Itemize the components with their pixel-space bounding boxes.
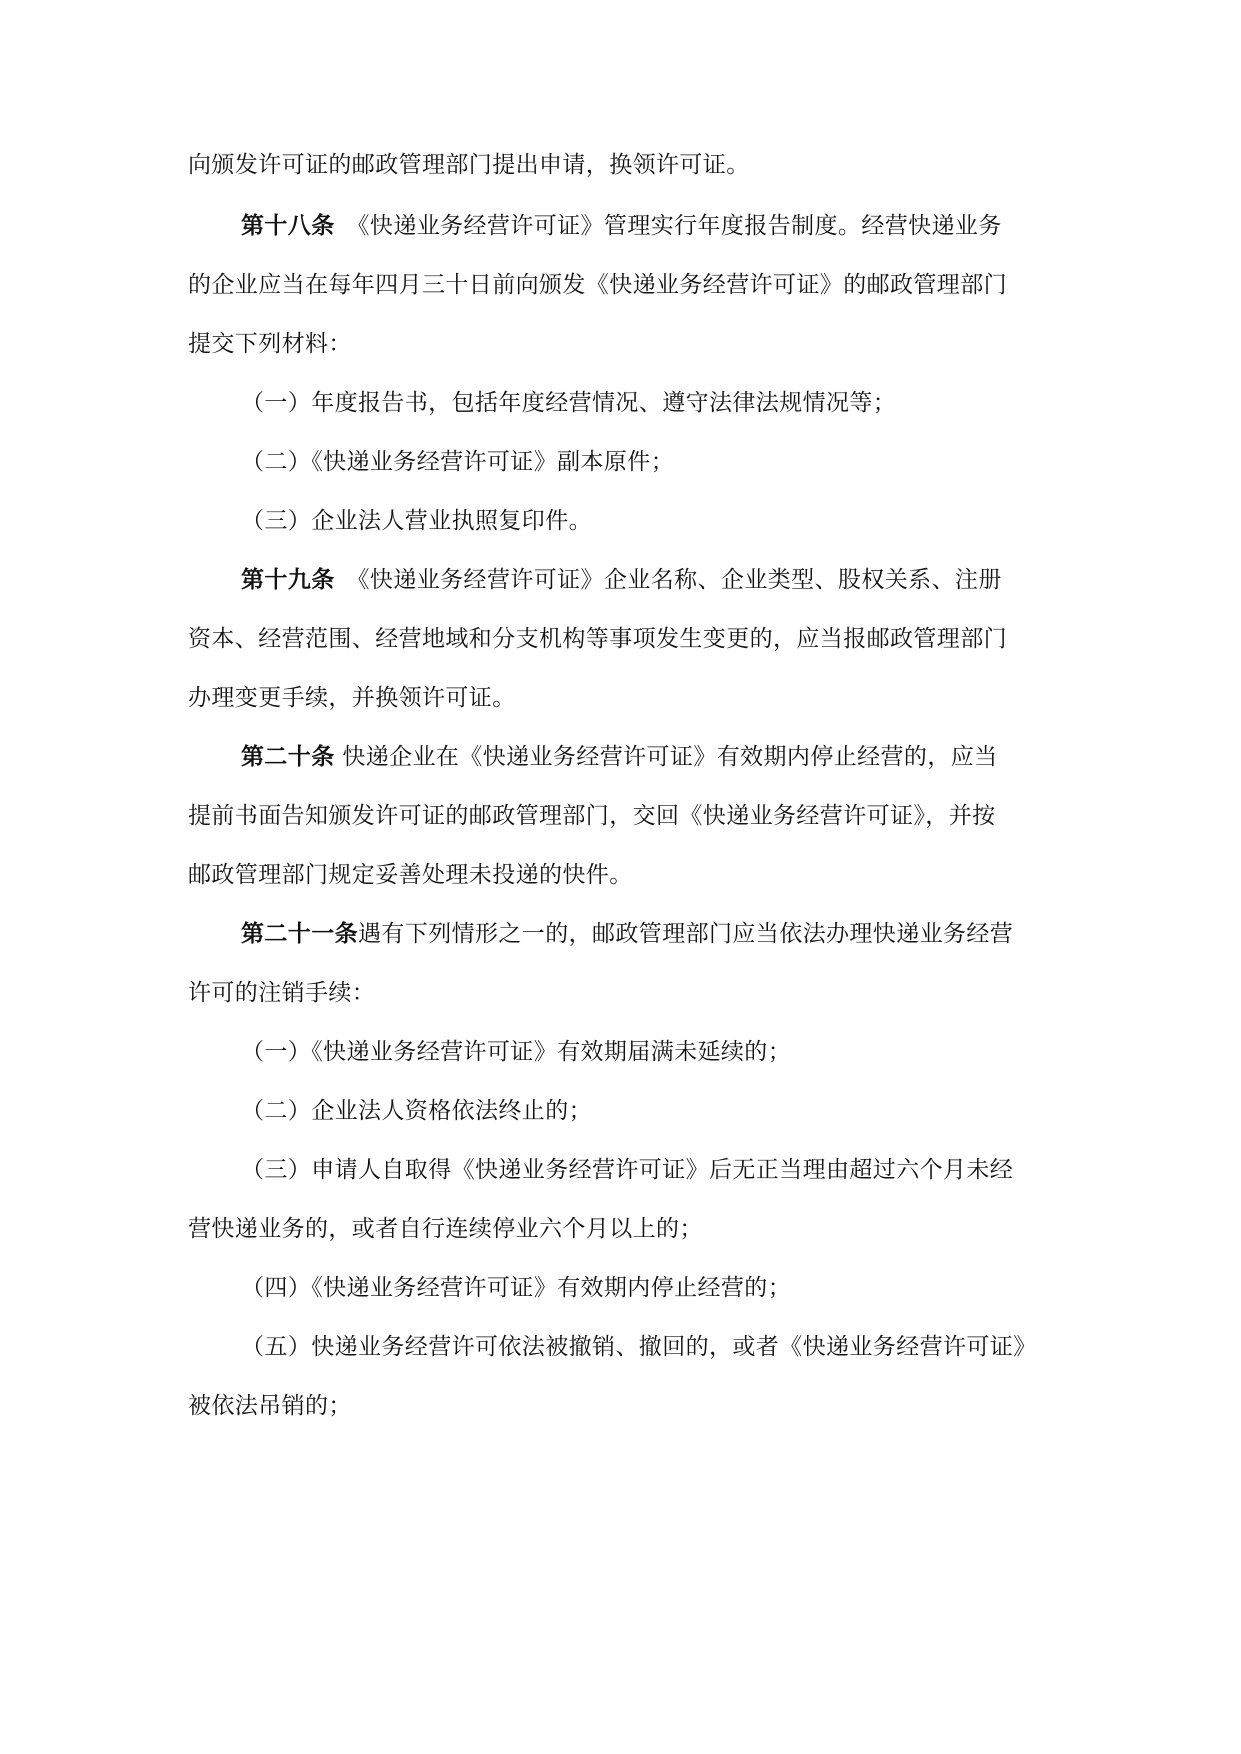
text: （三）企业法人营业执照复印件。 <box>241 508 592 534</box>
list-item-continuation <box>188 1391 352 1421</box>
article-20-line-2 <box>188 801 996 831</box>
list-item <box>241 1155 1013 1185</box>
text: （五）快递业务经营许可依法被撤销、撤回的，或者《快递业务经营许可证》 <box>241 1334 1037 1360</box>
article-19-line-3 <box>188 683 516 713</box>
article-20-line-1 <box>241 742 998 772</box>
list-item <box>241 447 674 477</box>
list-item <box>241 388 896 418</box>
text: 提交下列材料： <box>188 331 352 357</box>
list-item <box>241 1332 1037 1362</box>
article-heading: 第二十一条 <box>241 920 358 947</box>
text: 被依法吊销的； <box>188 1393 352 1419</box>
text: 办理变更手续，并换领许可证。 <box>188 685 516 711</box>
text: 营快递业务的，或者自行连续停业六个月以上的； <box>188 1216 703 1242</box>
list-item <box>241 1096 592 1126</box>
text: （一）《快递业务经营许可证》有效期届满未延续的； <box>241 1039 792 1065</box>
article-heading: 第十八条 <box>241 212 335 239</box>
text: 《快递业务经营许可证》企业名称、企业类型、股权关系、注册 <box>358 567 1002 593</box>
list-item-continuation <box>188 1214 703 1244</box>
text: （四）《快递业务经营许可证》有效期内停止经营的； <box>241 1275 792 1301</box>
list-item <box>241 506 592 536</box>
paragraph-line <box>188 150 750 180</box>
article-heading: 第二十条 <box>241 743 335 770</box>
text: 邮政管理部门规定妥善处理未投递的快件。 <box>188 862 633 888</box>
article-18-line-2 <box>188 270 1007 300</box>
text: （一）年度报告书，包括年度经营情况、遵守法律法规情况等； <box>241 390 897 416</box>
text: 的企业应当在每年四月三十日前向颁发《快递业务经营许可证》的邮政管理部门 <box>188 272 1007 298</box>
text: 许可的注销手续： <box>188 980 376 1006</box>
article-19-line-1 <box>241 565 1002 595</box>
text: 向颁发许可证的邮政管理部门提出申请，换领许可证。 <box>188 152 750 178</box>
article-heading: 第十九条 <box>241 566 335 593</box>
text: （二）企业法人资格依法终止的； <box>241 1098 592 1124</box>
text: 资本、经营范围、经营地域和分支机构等事项发生变更的，应当报邮政管理部门 <box>188 626 1007 652</box>
text: 《快递业务经营许可证》管理实行年度报告制度。经营快递业务 <box>358 213 1002 239</box>
text: （三）申请人自取得《快递业务经营许可证》后无正当理由超过六个月未经 <box>241 1157 1014 1183</box>
article-21-line-2 <box>188 978 375 1008</box>
list-item <box>241 1037 791 1067</box>
text: （二）《快递业务经营许可证》副本原件； <box>241 449 675 475</box>
text: 提前书面告知颁发许可证的邮政管理部门，交回《快递业务经营许可证》，并按 <box>188 803 996 829</box>
text: 遇有下列情形之一的，邮政管理部门应当依法办理快递业务经营 <box>358 921 1014 947</box>
text: 快递企业在《快递业务经营许可证》有效期内停止经营的，应当 <box>342 744 998 770</box>
article-19-line-2 <box>188 624 1007 654</box>
article-21-line-1 <box>241 919 1013 949</box>
list-item <box>241 1273 791 1303</box>
article-20-line-3 <box>188 860 633 890</box>
article-18-line-1 <box>241 211 1002 241</box>
article-18-line-3 <box>188 329 352 359</box>
